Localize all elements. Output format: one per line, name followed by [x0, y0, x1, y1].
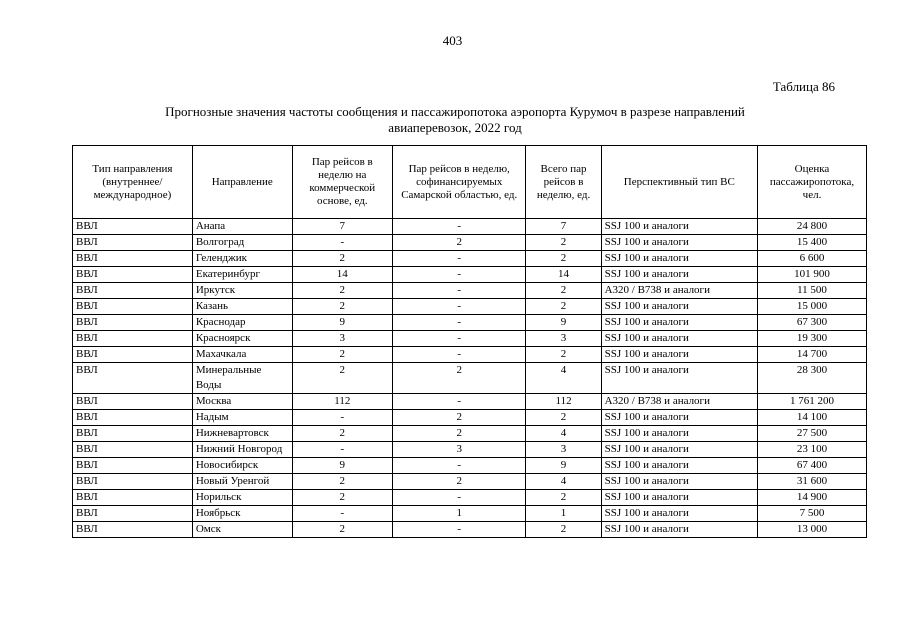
cell-commercial: 2 — [292, 474, 392, 490]
cell-total: 2 — [526, 283, 601, 299]
table-row — [73, 522, 867, 538]
cell-direction: Омск — [192, 522, 292, 538]
cell-aircraft: SSJ 100 и аналоги — [601, 522, 757, 538]
cell-direction-type: ВВЛ — [73, 235, 193, 251]
cell-direction-type: ВВЛ — [73, 283, 193, 299]
cell-aircraft: SSJ 100 и аналоги — [601, 442, 757, 458]
table-row — [73, 506, 867, 522]
cell-cofinanced: - — [392, 490, 526, 506]
header-direction-type: Тип направления (внутреннее/ международное) — [73, 146, 193, 219]
cell-aircraft: SSJ 100 и аналоги — [601, 363, 757, 394]
cell-aircraft: SSJ 100 и аналоги — [601, 251, 757, 267]
table-row — [73, 283, 867, 299]
cell-direction: Геленджик — [192, 251, 292, 267]
cell-passengers: 23 100 — [758, 442, 867, 458]
table-row — [73, 347, 867, 363]
cell-direction: Махачкала — [192, 347, 292, 363]
cell-aircraft: SSJ 100 и аналоги — [601, 347, 757, 363]
cell-direction-type: ВВЛ — [73, 251, 193, 267]
cell-commercial: 2 — [292, 283, 392, 299]
table-row — [73, 219, 867, 235]
cell-passengers: 1 761 200 — [758, 394, 867, 410]
cell-direction: Ноябрьск — [192, 506, 292, 522]
cell-cofinanced: - — [392, 458, 526, 474]
cell-cofinanced: 2 — [392, 426, 526, 442]
cell-cofinanced: 2 — [392, 474, 526, 490]
cell-cofinanced: 2 — [392, 410, 526, 426]
cell-total: 2 — [526, 522, 601, 538]
cell-total: 9 — [526, 315, 601, 331]
cell-commercial: 2 — [292, 522, 392, 538]
cell-aircraft: A320 / B738 и аналоги — [601, 394, 757, 410]
cell-passengers: 11 500 — [758, 283, 867, 299]
cell-direction-type: ВВЛ — [73, 426, 193, 442]
cell-aircraft: SSJ 100 и аналоги — [601, 331, 757, 347]
cell-cofinanced: - — [392, 219, 526, 235]
cell-direction-type: ВВЛ — [73, 522, 193, 538]
cell-passengers: 19 300 — [758, 331, 867, 347]
cell-passengers: 67 400 — [758, 458, 867, 474]
cell-commercial: 2 — [292, 251, 392, 267]
caption-line-2: авиаперевозок, 2022 год — [388, 120, 522, 135]
cell-direction-type: ВВЛ — [73, 394, 193, 410]
cell-commercial: - — [292, 442, 392, 458]
cell-direction: Норильск — [192, 490, 292, 506]
cell-total: 4 — [526, 426, 601, 442]
cell-aircraft: A320 / B738 и аналоги — [601, 283, 757, 299]
table-row — [73, 410, 867, 426]
cell-total: 9 — [526, 458, 601, 474]
cell-commercial: - — [292, 410, 392, 426]
table-row — [73, 235, 867, 251]
cell-passengers: 24 800 — [758, 219, 867, 235]
cell-cofinanced: - — [392, 394, 526, 410]
cell-cofinanced: 1 — [392, 506, 526, 522]
cell-direction: Екатеринбург — [192, 267, 292, 283]
cell-direction: Нижневартовск — [192, 426, 292, 442]
cell-direction: Москва — [192, 394, 292, 410]
cell-direction-type: ВВЛ — [73, 219, 193, 235]
table-row — [73, 442, 867, 458]
cell-direction-type: ВВЛ — [73, 410, 193, 426]
cell-passengers: 14 100 — [758, 410, 867, 426]
cell-total: 4 — [526, 474, 601, 490]
table-body — [73, 219, 867, 538]
cell-direction: Надым — [192, 410, 292, 426]
cell-total: 3 — [526, 442, 601, 458]
cell-commercial: - — [292, 235, 392, 251]
cell-cofinanced: - — [392, 251, 526, 267]
cell-total: 2 — [526, 251, 601, 267]
cell-total: 3 — [526, 331, 601, 347]
cell-cofinanced: 2 — [392, 363, 526, 394]
header-commercial-flights: Пар рейсов в неделю на коммерческой основе, ед. — [292, 146, 392, 219]
header-aircraft-type: Перспективный тип ВС — [601, 146, 757, 219]
cell-total: 2 — [526, 347, 601, 363]
cell-commercial: 2 — [292, 347, 392, 363]
cell-direction-type: ВВЛ — [73, 347, 193, 363]
table-row — [73, 394, 867, 410]
table-label: Таблица 86 — [772, 79, 835, 94]
page-number: 403 — [442, 33, 463, 48]
cell-direction-type: ВВЛ — [73, 458, 193, 474]
cell-passengers: 14 700 — [758, 347, 867, 363]
cell-total: 14 — [526, 267, 601, 283]
cell-aircraft: SSJ 100 и аналоги — [601, 299, 757, 315]
cell-aircraft: SSJ 100 и аналоги — [601, 219, 757, 235]
cell-direction-type: ВВЛ — [73, 315, 193, 331]
table-row — [73, 458, 867, 474]
cell-cofinanced: - — [392, 283, 526, 299]
cell-direction-type: ВВЛ — [73, 299, 193, 315]
cell-cofinanced: 3 — [392, 442, 526, 458]
cell-cofinanced: - — [392, 299, 526, 315]
cell-cofinanced: - — [392, 331, 526, 347]
cell-commercial: - — [292, 506, 392, 522]
cell-total: 4 — [526, 363, 601, 394]
cell-total: 7 — [526, 219, 601, 235]
cell-total: 1 — [526, 506, 601, 522]
cell-passengers: 101 900 — [758, 267, 867, 283]
cell-total: 112 — [526, 394, 601, 410]
cell-direction: Краснодар — [192, 315, 292, 331]
cell-aircraft: SSJ 100 и аналоги — [601, 490, 757, 506]
table-row — [73, 490, 867, 506]
cell-direction: Минеральные Воды — [192, 363, 292, 394]
header-passenger-estimate: Оценка пассажиропотока, чел. — [758, 146, 867, 219]
cell-cofinanced: - — [392, 347, 526, 363]
cell-passengers: 28 300 — [758, 363, 867, 394]
cell-direction: Анапа — [192, 219, 292, 235]
cell-cofinanced: - — [392, 522, 526, 538]
header-total-flights: Всего пар рейсов в неделю, ед. — [526, 146, 601, 219]
cell-direction-type: ВВЛ — [73, 506, 193, 522]
cell-direction: Красноярск — [192, 331, 292, 347]
cell-commercial: 3 — [292, 331, 392, 347]
cell-commercial: 2 — [292, 363, 392, 394]
cell-aircraft: SSJ 100 и аналоги — [601, 315, 757, 331]
cell-commercial: 9 — [292, 315, 392, 331]
caption-line-1: Прогнозные значения частоты сообщения и пассажиропотока аэропорта Курумоч в разрезе направлений — [165, 104, 745, 119]
cell-direction-type: ВВЛ — [73, 442, 193, 458]
cell-total: 2 — [526, 410, 601, 426]
cell-passengers: 15 000 — [758, 299, 867, 315]
table-row — [73, 251, 867, 267]
cell-commercial: 2 — [292, 490, 392, 506]
cell-commercial: 2 — [292, 299, 392, 315]
cell-aircraft: SSJ 100 и аналоги — [601, 474, 757, 490]
cell-direction-type: ВВЛ — [73, 331, 193, 347]
cell-commercial: 2 — [292, 426, 392, 442]
table-row — [73, 331, 867, 347]
cell-commercial: 112 — [292, 394, 392, 410]
cell-direction: Волгоград — [192, 235, 292, 251]
cell-direction: Новосибирск — [192, 458, 292, 474]
cell-passengers: 14 900 — [758, 490, 867, 506]
table-row — [73, 267, 867, 283]
cell-total: 2 — [526, 299, 601, 315]
table-row — [73, 363, 867, 394]
table-row — [73, 299, 867, 315]
cell-passengers: 13 000 — [758, 522, 867, 538]
table-row — [73, 474, 867, 490]
cell-cofinanced: - — [392, 315, 526, 331]
cell-direction-type: ВВЛ — [73, 267, 193, 283]
cell-aircraft: SSJ 100 и аналоги — [601, 267, 757, 283]
forecast-table — [72, 145, 867, 538]
cell-cofinanced: 2 — [392, 235, 526, 251]
cell-aircraft: SSJ 100 и аналоги — [601, 458, 757, 474]
cell-passengers: 27 500 — [758, 426, 867, 442]
cell-direction: Иркутск — [192, 283, 292, 299]
cell-direction: Нижний Новгород — [192, 442, 292, 458]
cell-direction-type: ВВЛ — [73, 474, 193, 490]
cell-cofinanced: - — [392, 267, 526, 283]
cell-commercial: 7 — [292, 219, 392, 235]
cell-total: 2 — [526, 490, 601, 506]
cell-passengers: 7 500 — [758, 506, 867, 522]
cell-commercial: 14 — [292, 267, 392, 283]
cell-commercial: 9 — [292, 458, 392, 474]
cell-aircraft: SSJ 100 и аналоги — [601, 426, 757, 442]
cell-passengers: 67 300 — [758, 315, 867, 331]
cell-direction-type: ВВЛ — [73, 490, 193, 506]
header-direction: Направление — [192, 146, 292, 219]
cell-direction: Казань — [192, 299, 292, 315]
table-row — [73, 315, 867, 331]
cell-aircraft: SSJ 100 и аналоги — [601, 235, 757, 251]
cell-passengers: 6 600 — [758, 251, 867, 267]
cell-passengers: 15 400 — [758, 235, 867, 251]
cell-aircraft: SSJ 100 и аналоги — [601, 410, 757, 426]
cell-total: 2 — [526, 235, 601, 251]
cell-direction-type: ВВЛ — [73, 363, 193, 394]
table-caption — [90, 104, 820, 136]
cell-direction: Новый Уренгой — [192, 474, 292, 490]
cell-passengers: 31 600 — [758, 474, 867, 490]
cell-aircraft: SSJ 100 и аналоги — [601, 506, 757, 522]
table-row — [73, 426, 867, 442]
header-cofinanced-flights: Пар рейсов в неделю, софинансируемых Самарской областью, ед. — [392, 146, 526, 219]
header-row — [73, 146, 867, 219]
